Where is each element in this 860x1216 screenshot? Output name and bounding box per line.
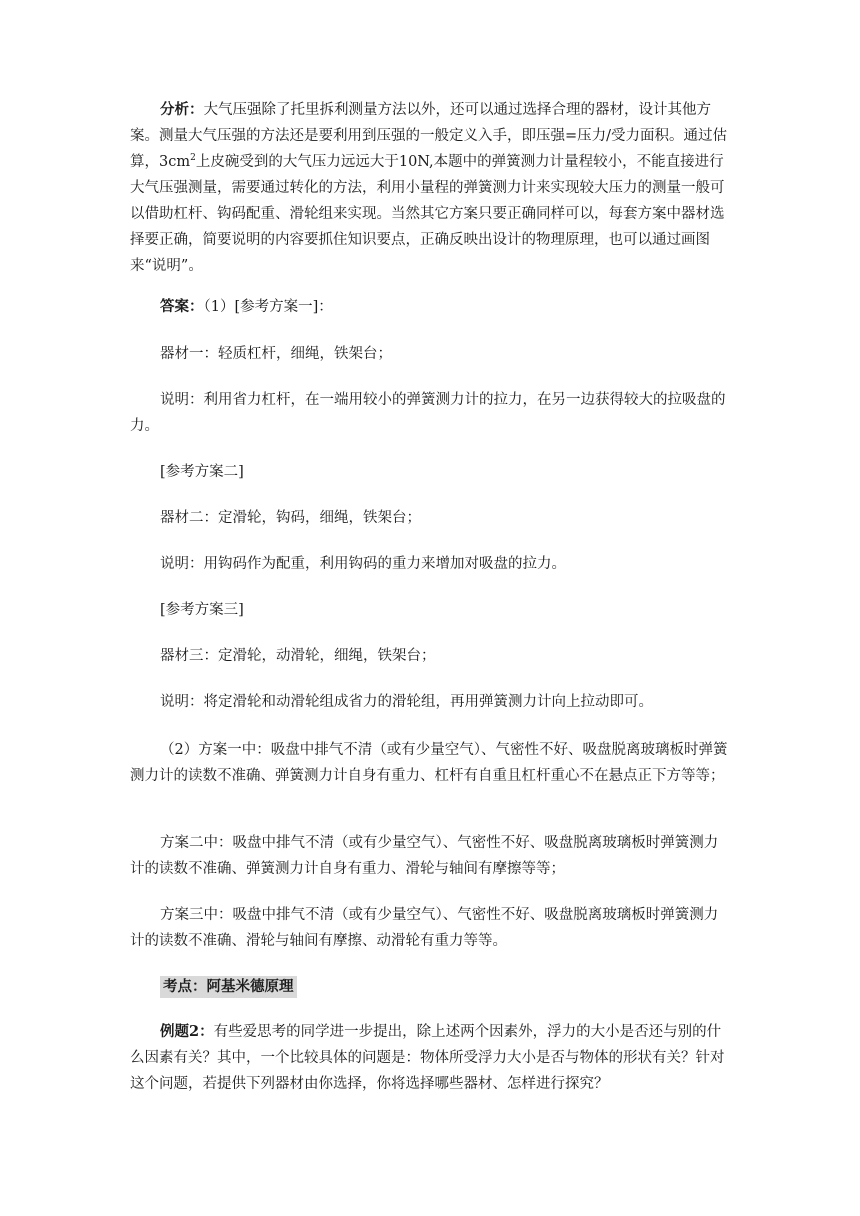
plan2-equipment: 器材二：定滑轮，钩码，细绳，铁架台； (160, 510, 421, 526)
analysis-paragraph (130, 97, 730, 279)
plan1-explanation: 说明：利用省力杠杆，在一端用较小的弹簧测力计的拉力，在另一边获得较大的拉吸盘的力。 (130, 392, 726, 434)
analysis-label: 分析： (160, 101, 204, 118)
plan2-explanation: 说明：用钩码作为配重，利用钩码的重力来增加对吸盘的拉力。 (160, 556, 566, 572)
plan1-equipment: 器材一：轻质杠杆，细绳，铁架台； (160, 346, 392, 362)
area-unit-superscript: 2 (190, 153, 196, 164)
example2-paragraph (130, 1019, 730, 1097)
key-point-label: 考点：阿基米德原理 (160, 976, 297, 998)
analysis-text-a: 大气压强除了托里拆利测量方法以外，还可以通过选择合理的器材，设计其他方案。测量大气压强的方法还是要利用到压强的一般定义入手，即压强=压力/受力面积。通过估算，3cm (130, 102, 728, 170)
plan2-error-analysis: 方案二中：吸盘中排气不清（或有少量空气）、气密性不好、吸盘脱离玻璃板时弹簧测力计的读数不准确、弹簧测力计自身有重力、滑轮与轴间有摩擦等等； (130, 835, 719, 877)
plan3-error-analysis: 方案三中：吸盘中排气不清（或有少量空气）、气密性不好、吸盘脱离玻璃板时弹簧测力计的读数不准确、滑轮与轴间有摩擦、动滑轮有重力等等。 (130, 907, 719, 949)
plan3-heading: [参考方案三] (160, 602, 244, 618)
example2-text: 有些爱思考的同学进一步提出，除上述两个因素外，浮力的大小是否还与别的什么因素有关？其中，一个比较具体的问题是：物体所受浮力大小是否与物体的形状有关？针对这个问题，若提供下列器材由你选择，你将选择哪些器材、怎样进行探究？ (130, 1024, 725, 1092)
key-point-paragraph (130, 974, 730, 1000)
answer-paragraph (130, 294, 730, 320)
answer-label: 答案： (160, 298, 204, 315)
plan3-explanation: 说明：将定滑轮和动滑轮组成省力的滑轮组，再用弹簧测力计向上拉动即可。 (160, 694, 653, 710)
answer-text: （1）[参考方案一]： (203, 299, 333, 315)
example2-label: 例题2： (160, 1023, 214, 1040)
plan2-heading: [参考方案二] (160, 464, 244, 480)
plan3-equipment: 器材三：定滑轮，动滑轮，细绳，铁架台； (160, 648, 436, 664)
analysis-text-b: 上皮碗受到的大气压力远远大于10N,本题中的弹簧测力计量程较小，不能直接进行大气压强测量，需要通过转化的方法，利用小量程的弹簧测力计来实现较大压力的测量一般可以借助杠杆、钩码配重、滑轮组来实现。当然其它方案只要正确同样可以，每套方案中器材选择要正确，简要说明的内容要抓住知识要点，正确反映出设计的物理原理，也可以通过画图来“说明”。 (130, 154, 725, 274)
plan1-error-analysis: （2）方案一中：吸盘中排气不清（或有少量空气）、气密性不好、吸盘脱离玻璃板时弹簧测力计的读数不准确、弹簧测力计自身有重力、杠杆有自重且杠杆重心不在悬点正下方等等； (130, 742, 728, 784)
